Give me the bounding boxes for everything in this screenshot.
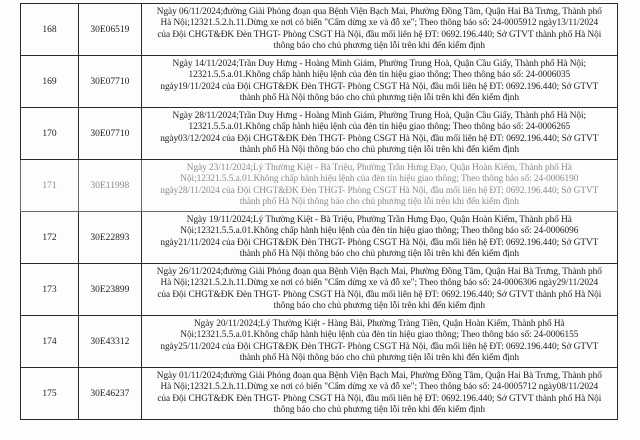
violation-detail [141,316,617,368]
license-plate: 30E07710 [79,56,142,108]
violation-detail-line: thành phố Hà Nội thông báo cho chủ phương tiện lỗi trên khi đến kiểm định [239,92,519,103]
violation-detail [141,160,617,212]
violation-detail-line: thông báo cho chủ phương tiện lỗi trên khi đến kiểm định [273,404,485,415]
violation-detail-line: thông báo cho chủ phương tiện lỗi trên khi đến kiểm định [273,40,485,51]
violation-detail-line: Ngày 06/11/2024;đường Giải Phóng đoạn qua Bệnh Viện Bạch Mai, Phường Đồng Tâm, Quận Hai Bà Trưng, Thành phố [156,6,602,17]
violation-detail-line: Ngày 19/11/2024;Lý Thường Kiệt - Bà Triệu, Phường Trần Hưng Đạo, Quận Hoàn Kiếm, Thành phố Hà [186,214,572,225]
violation-detail-line: ngày03/12/2024 của Đội CHGT&ĐK Đèn THGT- Phòng CSGT Hà Nội, đầu mối liên hệ ĐT: 0692.196.440; Sở GTVT [160,133,599,144]
row-number: 172 [21,212,79,264]
violation-detail-line: ngày28/11/2024 của Đội CHGT&ĐK Đèn THGT- Phòng CSGT Hà Nội, đầu mối liên hệ ĐT: 0692.196.440; Sở GTVT [160,185,599,196]
violation-detail [141,108,617,160]
license-plate: 30E46237 [79,368,142,420]
violation-detail-line: Nội;12321.5.5.a.01.Không chấp hành hiệu lệnh của đèn tín hiệu giao thông; Theo thông báo số: 24-0006096 [180,226,579,237]
license-plate: 30E06519 [79,4,142,56]
row-number: 174 [21,316,79,368]
violation-detail-line: Ngày 01/11/2024;đường Giải Phóng đoạn qua Bệnh Viện Bạch Mai, Phường Đồng Tâm, Quận Hai Bà Trưng, Thành phố [156,370,602,381]
violations-table [20,3,618,420]
license-plate: 30E22893 [79,212,142,264]
violation-detail-line: thành phố Hà Nội thông báo cho chủ phương tiện lỗi trên khi đến kiểm định [239,144,519,155]
row-number: 168 [21,4,79,56]
violation-detail-line: thành phố Hà Nội thông báo cho chủ phương tiện lỗi trên khi đến kiểm định [239,248,519,259]
violation-detail-line: Hà Nội;12321.5.2.h.11.Dừng xe nơi có biển "Cấm dừng xe và đỗ xe"; Theo thông báo số: 24-0005912 ngày13/11/2024 [160,18,599,29]
violation-detail-line: Ngày 14/11/2024;Trần Duy Hưng - Hoàng Minh Giám, Phường Trung Hoà, Quận Cầu Giấy, Thành phố Hà Nội; [172,58,587,69]
row-number: 175 [21,368,79,420]
violation-detail-line: Nội;12321.5.5.a.01.Không chấp hành hiệu lệnh của đèn tín hiệu giao thông; Theo thông báo số: 24-0006190 [180,174,579,185]
violation-detail-line: thông báo cho chủ phương tiện lỗi trên khi đến kiểm định [273,300,485,311]
violation-detail-line: Nội;12321.5.5.a.01.Không chấp hành hiệu lệnh của đèn tín hiệu giao thông; Theo thông báo số: 24-0006155 [180,330,579,341]
violation-detail [141,56,617,108]
violation-detail-line: Ngày 28/11/2024;Trần Duy Hưng - Hoàng Minh Giám, Phường Trung Hoà, Quận Cầu Giấy, Thành phố Hà Nội; [172,110,587,121]
violation-detail-line: Hà Nội;12321.5.2.h.11.Dừng xe nơi có biển "Cấm dừng xe và đỗ xe"; Theo thông báo số: 24-0005712 ngày08/11/2024 [160,382,599,393]
license-plate: 30E43312 [79,316,142,368]
table-row [21,56,618,108]
violation-detail [141,4,617,56]
table-row [21,264,618,316]
row-number: 173 [21,264,79,316]
row-number: 171 [21,160,79,212]
violation-detail-line: thành phố Hà Nội thông báo cho chủ phương tiện lỗi trên khi đến kiểm định [239,352,519,363]
violation-detail [141,212,617,264]
violations-table-body [21,4,618,420]
violation-detail-line: ngày19/11/2024 của Đội CHGT&ĐK Đèn THGT- Phòng CSGT Hà Nội, đầu mối liên hệ ĐT: 0692.196.440; Sở GTVT [160,81,599,92]
table-row [21,4,618,56]
violation-detail [141,264,617,316]
violation-detail-line: Ngày 20/11/2024;Lý Thường Kiệt - Hàng Bài, Phường Tràng Tiền, Quận Hoàn Kiếm, Thành phố Hà [194,318,565,329]
violation-detail-line: ngày25/11/2024 của Đội CHGT&ĐK Đèn THGT- Phòng CSGT Hà Nội, đầu mối liên hệ ĐT: 0692.196.440; Sở GTVT [160,341,599,352]
table-row [21,160,618,212]
violation-detail-line: Ngày 26/11/2024;đường Giải Phóng đoạn qua Bệnh Viện Bạch Mai, Phường Đồng Tâm, Quận Hai Bà Trưng, Thành phố [156,266,602,277]
table-row [21,368,618,420]
violation-detail [141,368,617,420]
violation-detail-line: 12321.5.5.a.01.Không chấp hành hiệu lệnh của đèn tín hiệu giao thông; Theo thông báo số: 24-0006265 [188,122,571,133]
violation-detail-line: của Đội CHGT&ĐK Đèn THGT- Phòng CSGT Hà Nội, đầu mối liên hệ ĐT: 0692.196.440; Sở GTVT thành phố Hà Nội [157,29,602,40]
violation-detail-line: của Đội CHGT&ĐK Đèn THGT- Phòng CSGT Hà Nội, đầu mối liên hệ ĐT: 0692.196.440; Sở GTVT thành phố Hà Nội [157,393,602,404]
row-number: 170 [21,108,79,160]
violation-detail-line: Ngày 23/11/2024;Lý Thường Kiệt - Bà Triệu, Phường Trần Hưng Đạo, Quận Hoàn Kiếm, Thành phố Hà [186,162,572,173]
license-plate: 30E07710 [79,108,142,160]
violation-detail-line: thành phố Hà Nội thông báo cho chủ phương tiện lỗi trên khi đến kiểm định [239,196,519,207]
violation-detail-line: ngày21/11/2024 của Đội CHGT&ĐK Đèn THGT- Phòng CSGT Hà Nội, đầu mối liên hệ ĐT: 0692.196.440; Sở GTVT [160,237,599,248]
violation-detail-line: của Đội CHGT&ĐK Đèn THGT- Phòng CSGT Hà Nội, đầu mối liên hệ ĐT: 0692.196.440; Sở GTVT thành phố Hà Nội [157,289,602,300]
license-plate: 30E23899 [79,264,142,316]
table-row [21,212,618,264]
license-plate: 30E11998 [79,160,142,212]
violation-detail-line: 12321.5.5.a.01.Không chấp hành hiệu lệnh của đèn tín hiệu giao thông; Theo thông báo số: 24-0006035 [188,70,571,81]
table-row [21,316,618,368]
row-number: 169 [21,56,79,108]
violation-detail-line: Hà Nội;12321.5.2.h.11.Dừng xe nơi có biển "Cấm dừng xe và đỗ xe"; Theo thông báo số: 24-0006306 ngày29/11/2024 [160,278,599,289]
table-row [21,108,618,160]
